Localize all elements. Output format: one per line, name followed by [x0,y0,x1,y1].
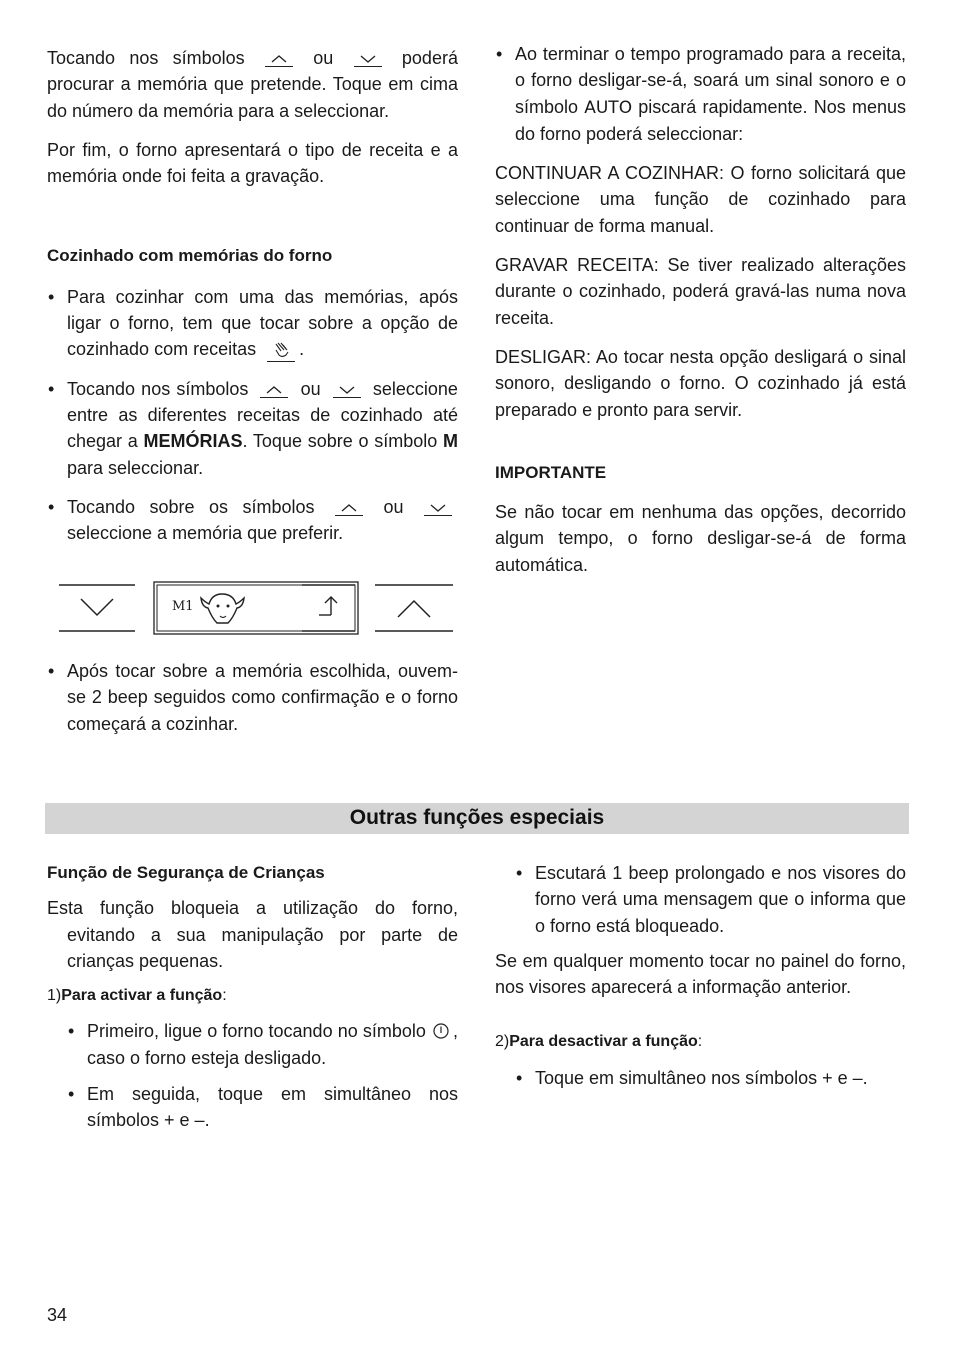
section-title: Outras funções especiais [349,806,605,829]
chevron-down-icon [333,381,361,398]
memory-label-m1: M1 [172,599,194,614]
heading-important: IMPORTANTE [495,462,607,482]
paragraph-continue-cooking: CONTINUAR A COZINHAR: O forno solicitará que seleccione uma função de cozinhado para continuar de forma manual. [495,163,906,236]
list-item-beep-confirmation: • Após tocar sobre a memória escolhida, ouvem-se 2 beep seguidos como confirmação e o forno começará a cozinhar. [47,658,458,737]
left-column-after-panel [47,658,458,737]
section-header-bar [45,803,909,834]
step-deactivate-label: 2)Para desactivar a função: [495,1033,703,1051]
paragraph-recipe-type: Por fim, o forno apresentará o tipo de receita e a memória onde foi feita a gravação. [47,139,458,187]
control-panel-illustration [57,580,457,636]
left-column-top [47,45,458,546]
chevron-down-icon [424,499,452,516]
chevron-up-icon [265,50,293,67]
list-item-long-beep: • Escutará 1 beep prolongado e nos visores do forno verá uma mensagem que o informa que o forno está bloqueado. [515,860,906,939]
heading-child-safety: Função de Segurança de Crianças [47,863,325,882]
m-symbol: M [442,431,458,452]
chevron-up-icon [335,499,363,516]
memorias-label: MEMÓRIAS [143,431,243,452]
paragraph-save-recipe: GRAVAR RECEITA: Se tiver realizado alterações durante o cozinhado, poderá gravá-las numa nova receita. [495,255,906,328]
right-column-bottom [495,860,906,1091]
chevron-down-icon [59,585,135,631]
list-item-select-recipe: • Tocando nos símbolos ou seleccione entre as diferentes receitas de cozinhado até chegar a MEMÓRIAS. Toque sobre o símbolo M para seleccionar. [47,376,458,481]
list-item-press-plus-minus: • Em seguida, toque em simultâneo nos símbolos + e –. [67,1081,458,1134]
sheep-icon [201,594,244,623]
chevron-up-icon [260,381,288,398]
paragraph-memory-search: Tocando nos símbolos ou poderá procurar a memória que pretende. Toque em cima do número da memória para a seleccionar. [47,48,458,121]
hand-icon [267,339,295,362]
chevron-down-icon [354,50,382,67]
left-column-bottom [47,860,458,1134]
power-icon [433,1023,449,1039]
step-activate-label: 1)Para activar a função: [47,987,227,1005]
list-item-deactivate: • Toque em simultâneo nos símbolos + e –. [515,1065,906,1091]
heading-oven-memories: Cozinhado com memórias do forno [47,246,333,266]
auto-symbol: AUTO [584,97,633,118]
paragraph-switch-off: DESLIGAR: Ao tocar nesta opção desligará o sinal sonoro, desligando o forno. O cozinhado já está preparado e pronto para servir. [495,346,906,420]
list-item-select-memory: • Tocando sobre os símbolos ou seleccione a memória que preferir. [47,494,458,547]
chevron-up-icon [375,585,453,631]
page-number: 34 [47,1305,68,1325]
right-column-top [495,41,906,578]
arrow-up-icon [302,585,355,631]
paragraph-important: Se não tocar em nenhuma das opções, decorrido algum tempo, o forno desligar-se-á de forma automática. [495,502,906,575]
paragraph-child-safety-intro: Esta função bloqueia a utilização do forno, evitando a sua manipulação por parte de crianças pequenas. [47,898,458,971]
list-item-program-end: • Ao terminar o tempo programado para a receita, o forno desligar-se-á, soará um sinal sonoro e o símbolo AUTO piscará rapidamente. Nos menus do forno poderá seleccionar: [495,41,906,147]
paragraph-panel-touch: Se em qualquer momento tocar no painel do forno, nos visores aparecerá a informação anterior. [495,950,906,998]
list-item-cook-memory: • Para cozinhar com uma das memórias, após ligar o forno, tem que tocar sobre a opção de cozinhado com receitas . [47,284,458,363]
list-item-switch-on: • Primeiro, ligue o forno tocando no símbolo , caso o forno esteja desligado. [67,1018,458,1071]
